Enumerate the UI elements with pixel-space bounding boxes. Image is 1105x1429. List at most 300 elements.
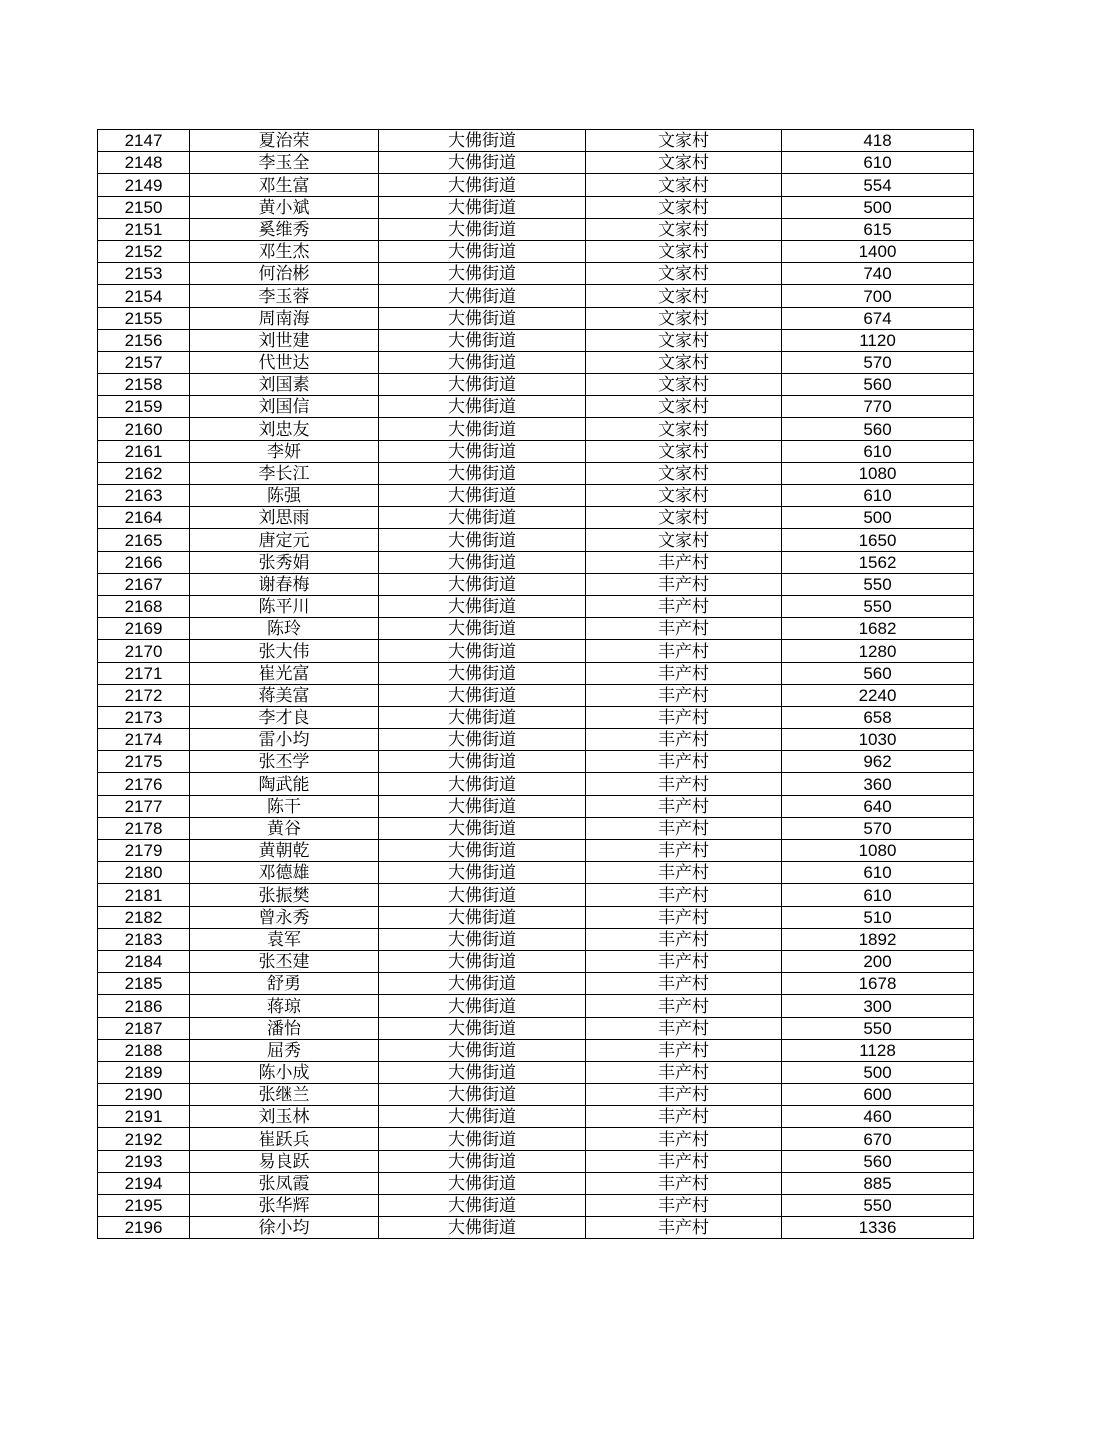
table-row xyxy=(98,928,974,950)
cell-amount: 1562 xyxy=(782,551,974,573)
cell-amount: 1682 xyxy=(782,618,974,640)
cell-number: 2151 xyxy=(98,218,190,240)
cell-village: 丰产村 xyxy=(586,1150,782,1172)
cell-amount: 560 xyxy=(782,418,974,440)
cell-name: 奚维秀 xyxy=(190,218,379,240)
table-row xyxy=(98,1084,974,1106)
table-row xyxy=(98,573,974,595)
cell-amount: 1892 xyxy=(782,928,974,950)
cell-amount: 550 xyxy=(782,1195,974,1217)
cell-name: 蒋美富 xyxy=(190,684,379,706)
cell-street: 大佛街道 xyxy=(379,551,586,573)
cell-number: 2173 xyxy=(98,706,190,728)
cell-amount: 610 xyxy=(782,884,974,906)
cell-number: 2191 xyxy=(98,1106,190,1128)
cell-name: 张华辉 xyxy=(190,1195,379,1217)
cell-number: 2179 xyxy=(98,840,190,862)
cell-street: 大佛街道 xyxy=(379,396,586,418)
cell-village: 文家村 xyxy=(586,396,782,418)
cell-number: 2177 xyxy=(98,795,190,817)
cell-number: 2167 xyxy=(98,573,190,595)
cell-street: 大佛街道 xyxy=(379,374,586,396)
cell-name: 张振樊 xyxy=(190,884,379,906)
table-row xyxy=(98,396,974,418)
cell-name: 刘国信 xyxy=(190,396,379,418)
cell-amount: 460 xyxy=(782,1106,974,1128)
cell-street: 大佛街道 xyxy=(379,751,586,773)
cell-name: 邓生杰 xyxy=(190,240,379,262)
table-body xyxy=(98,130,974,1239)
cell-amount: 418 xyxy=(782,130,974,152)
cell-street: 大佛街道 xyxy=(379,662,586,684)
table-row xyxy=(98,507,974,529)
cell-name: 李玉全 xyxy=(190,152,379,174)
cell-street: 大佛街道 xyxy=(379,706,586,728)
cell-number: 2175 xyxy=(98,751,190,773)
cell-amount: 1030 xyxy=(782,729,974,751)
cell-number: 2187 xyxy=(98,1017,190,1039)
cell-name: 刘国素 xyxy=(190,374,379,396)
cell-village: 丰产村 xyxy=(586,973,782,995)
cell-village: 丰产村 xyxy=(586,706,782,728)
cell-name: 何治彬 xyxy=(190,263,379,285)
cell-amount: 2240 xyxy=(782,684,974,706)
cell-name: 邓生富 xyxy=(190,174,379,196)
cell-street: 大佛街道 xyxy=(379,351,586,373)
cell-name: 唐定元 xyxy=(190,529,379,551)
table-row xyxy=(98,618,974,640)
cell-amount: 560 xyxy=(782,662,974,684)
cell-number: 2189 xyxy=(98,1061,190,1083)
cell-name: 陈玲 xyxy=(190,618,379,640)
cell-name: 李长江 xyxy=(190,462,379,484)
cell-amount: 510 xyxy=(782,906,974,928)
cell-number: 2193 xyxy=(98,1150,190,1172)
cell-street: 大佛街道 xyxy=(379,862,586,884)
cell-village: 丰产村 xyxy=(586,840,782,862)
cell-number: 2174 xyxy=(98,729,190,751)
cell-amount: 610 xyxy=(782,440,974,462)
cell-name: 李妍 xyxy=(190,440,379,462)
cell-number: 2176 xyxy=(98,773,190,795)
cell-amount: 1120 xyxy=(782,329,974,351)
cell-number: 2152 xyxy=(98,240,190,262)
cell-amount: 500 xyxy=(782,196,974,218)
cell-number: 2178 xyxy=(98,817,190,839)
cell-street: 大佛街道 xyxy=(379,196,586,218)
cell-name: 黄谷 xyxy=(190,817,379,839)
table-row xyxy=(98,773,974,795)
cell-number: 2170 xyxy=(98,640,190,662)
cell-street: 大佛街道 xyxy=(379,462,586,484)
cell-village: 文家村 xyxy=(586,507,782,529)
cell-street: 大佛街道 xyxy=(379,418,586,440)
cell-amount: 570 xyxy=(782,351,974,373)
table-row xyxy=(98,1217,974,1239)
cell-number: 2160 xyxy=(98,418,190,440)
cell-village: 丰产村 xyxy=(586,1039,782,1061)
table-row xyxy=(98,1128,974,1150)
cell-street: 大佛街道 xyxy=(379,1195,586,1217)
cell-number: 2180 xyxy=(98,862,190,884)
cell-name: 徐小均 xyxy=(190,1217,379,1239)
cell-amount: 1336 xyxy=(782,1217,974,1239)
cell-village: 文家村 xyxy=(586,329,782,351)
table-row xyxy=(98,817,974,839)
cell-name: 张秀娟 xyxy=(190,551,379,573)
cell-amount: 200 xyxy=(782,950,974,972)
cell-amount: 1080 xyxy=(782,840,974,862)
cell-name: 张丕建 xyxy=(190,950,379,972)
cell-number: 2186 xyxy=(98,995,190,1017)
cell-name: 陈强 xyxy=(190,485,379,507)
cell-name: 谢春梅 xyxy=(190,573,379,595)
cell-name: 张凤霞 xyxy=(190,1172,379,1194)
table-row xyxy=(98,751,974,773)
cell-number: 2156 xyxy=(98,329,190,351)
cell-number: 2164 xyxy=(98,507,190,529)
cell-street: 大佛街道 xyxy=(379,618,586,640)
table-row xyxy=(98,1017,974,1039)
table-row xyxy=(98,706,974,728)
table-row xyxy=(98,862,974,884)
cell-village: 文家村 xyxy=(586,152,782,174)
cell-village: 丰产村 xyxy=(586,662,782,684)
cell-amount: 1128 xyxy=(782,1039,974,1061)
cell-village: 文家村 xyxy=(586,374,782,396)
cell-number: 2196 xyxy=(98,1217,190,1239)
cell-village: 丰产村 xyxy=(586,995,782,1017)
cell-number: 2162 xyxy=(98,462,190,484)
cell-village: 丰产村 xyxy=(586,595,782,617)
cell-street: 大佛街道 xyxy=(379,595,586,617)
cell-street: 大佛街道 xyxy=(379,507,586,529)
cell-name: 周南海 xyxy=(190,307,379,329)
cell-number: 2157 xyxy=(98,351,190,373)
cell-name: 崔跃兵 xyxy=(190,1128,379,1150)
table-row xyxy=(98,130,974,152)
cell-name: 陶武能 xyxy=(190,773,379,795)
cell-village: 丰产村 xyxy=(586,773,782,795)
cell-street: 大佛街道 xyxy=(379,1039,586,1061)
cell-name: 袁军 xyxy=(190,928,379,950)
cell-village: 文家村 xyxy=(586,307,782,329)
table-row xyxy=(98,1172,974,1194)
cell-street: 大佛街道 xyxy=(379,307,586,329)
cell-street: 大佛街道 xyxy=(379,1217,586,1239)
cell-village: 丰产村 xyxy=(586,1084,782,1106)
cell-street: 大佛街道 xyxy=(379,950,586,972)
cell-amount: 640 xyxy=(782,795,974,817)
cell-street: 大佛街道 xyxy=(379,240,586,262)
cell-number: 2166 xyxy=(98,551,190,573)
cell-number: 2158 xyxy=(98,374,190,396)
table-row xyxy=(98,152,974,174)
table-row xyxy=(98,1150,974,1172)
cell-number: 2163 xyxy=(98,485,190,507)
cell-village: 丰产村 xyxy=(586,1195,782,1217)
cell-street: 大佛街道 xyxy=(379,840,586,862)
cell-village: 丰产村 xyxy=(586,751,782,773)
cell-name: 崔光富 xyxy=(190,662,379,684)
cell-village: 丰产村 xyxy=(586,1061,782,1083)
cell-amount: 674 xyxy=(782,307,974,329)
cell-name: 李才良 xyxy=(190,706,379,728)
cell-street: 大佛街道 xyxy=(379,1017,586,1039)
table-row xyxy=(98,374,974,396)
cell-number: 2190 xyxy=(98,1084,190,1106)
cell-name: 黄小斌 xyxy=(190,196,379,218)
table-row xyxy=(98,285,974,307)
cell-village: 文家村 xyxy=(586,418,782,440)
cell-village: 文家村 xyxy=(586,529,782,551)
cell-amount: 550 xyxy=(782,573,974,595)
cell-amount: 670 xyxy=(782,1128,974,1150)
cell-village: 丰产村 xyxy=(586,684,782,706)
cell-street: 大佛街道 xyxy=(379,440,586,462)
table-row xyxy=(98,729,974,751)
cell-number: 2188 xyxy=(98,1039,190,1061)
cell-amount: 1400 xyxy=(782,240,974,262)
table-row xyxy=(98,263,974,285)
cell-village: 丰产村 xyxy=(586,795,782,817)
cell-name: 曾永秀 xyxy=(190,906,379,928)
cell-street: 大佛街道 xyxy=(379,130,586,152)
cell-amount: 570 xyxy=(782,817,974,839)
cell-village: 丰产村 xyxy=(586,928,782,950)
cell-street: 大佛街道 xyxy=(379,817,586,839)
cell-village: 文家村 xyxy=(586,130,782,152)
cell-number: 2172 xyxy=(98,684,190,706)
table-row xyxy=(98,906,974,928)
cell-number: 2169 xyxy=(98,618,190,640)
cell-street: 大佛街道 xyxy=(379,995,586,1017)
cell-number: 2148 xyxy=(98,152,190,174)
cell-amount: 300 xyxy=(782,995,974,1017)
cell-number: 2168 xyxy=(98,595,190,617)
table-row xyxy=(98,973,974,995)
cell-street: 大佛街道 xyxy=(379,152,586,174)
table-row xyxy=(98,640,974,662)
cell-name: 陈干 xyxy=(190,795,379,817)
cell-street: 大佛街道 xyxy=(379,773,586,795)
table-row xyxy=(98,795,974,817)
cell-amount: 770 xyxy=(782,396,974,418)
cell-amount: 1080 xyxy=(782,462,974,484)
cell-amount: 500 xyxy=(782,507,974,529)
cell-amount: 1280 xyxy=(782,640,974,662)
cell-amount: 610 xyxy=(782,152,974,174)
cell-street: 大佛街道 xyxy=(379,884,586,906)
table-row xyxy=(98,1039,974,1061)
cell-number: 2182 xyxy=(98,906,190,928)
table-row xyxy=(98,418,974,440)
cell-amount: 1678 xyxy=(782,973,974,995)
table-row xyxy=(98,440,974,462)
cell-amount: 962 xyxy=(782,751,974,773)
cell-street: 大佛街道 xyxy=(379,174,586,196)
cell-number: 2192 xyxy=(98,1128,190,1150)
cell-number: 2183 xyxy=(98,928,190,950)
cell-village: 文家村 xyxy=(586,485,782,507)
cell-village: 丰产村 xyxy=(586,906,782,928)
cell-street: 大佛街道 xyxy=(379,1128,586,1150)
cell-number: 2147 xyxy=(98,130,190,152)
cell-amount: 658 xyxy=(782,706,974,728)
cell-village: 丰产村 xyxy=(586,950,782,972)
cell-number: 2181 xyxy=(98,884,190,906)
cell-amount: 500 xyxy=(782,1061,974,1083)
cell-amount: 554 xyxy=(782,174,974,196)
cell-village: 文家村 xyxy=(586,351,782,373)
cell-name: 雷小均 xyxy=(190,729,379,751)
cell-village: 文家村 xyxy=(586,218,782,240)
cell-village: 文家村 xyxy=(586,174,782,196)
cell-name: 陈平川 xyxy=(190,595,379,617)
cell-village: 丰产村 xyxy=(586,551,782,573)
cell-name: 刘世建 xyxy=(190,329,379,351)
cell-street: 大佛街道 xyxy=(379,263,586,285)
cell-number: 2195 xyxy=(98,1195,190,1217)
cell-amount: 610 xyxy=(782,485,974,507)
cell-village: 文家村 xyxy=(586,285,782,307)
cell-street: 大佛街道 xyxy=(379,973,586,995)
table-row xyxy=(98,595,974,617)
cell-street: 大佛街道 xyxy=(379,485,586,507)
cell-street: 大佛街道 xyxy=(379,795,586,817)
cell-village: 文家村 xyxy=(586,263,782,285)
cell-name: 屈秀 xyxy=(190,1039,379,1061)
cell-street: 大佛街道 xyxy=(379,729,586,751)
cell-amount: 550 xyxy=(782,1017,974,1039)
cell-name: 刘思雨 xyxy=(190,507,379,529)
table-row xyxy=(98,995,974,1017)
cell-village: 丰产村 xyxy=(586,573,782,595)
cell-number: 2194 xyxy=(98,1172,190,1194)
cell-village: 丰产村 xyxy=(586,1017,782,1039)
cell-village: 丰产村 xyxy=(586,1172,782,1194)
cell-amount: 610 xyxy=(782,862,974,884)
cell-village: 丰产村 xyxy=(586,884,782,906)
cell-street: 大佛街道 xyxy=(379,928,586,950)
cell-street: 大佛街道 xyxy=(379,329,586,351)
cell-village: 丰产村 xyxy=(586,1106,782,1128)
cell-village: 丰产村 xyxy=(586,1217,782,1239)
cell-name: 黄朝乾 xyxy=(190,840,379,862)
cell-village: 丰产村 xyxy=(586,817,782,839)
data-table xyxy=(97,129,974,1239)
cell-name: 代世达 xyxy=(190,351,379,373)
table-row xyxy=(98,485,974,507)
cell-number: 2149 xyxy=(98,174,190,196)
cell-street: 大佛街道 xyxy=(379,1061,586,1083)
cell-name: 张大伟 xyxy=(190,640,379,662)
cell-name: 张丕学 xyxy=(190,751,379,773)
cell-street: 大佛街道 xyxy=(379,573,586,595)
cell-street: 大佛街道 xyxy=(379,285,586,307)
table-row xyxy=(98,551,974,573)
cell-village: 丰产村 xyxy=(586,1128,782,1150)
cell-number: 2159 xyxy=(98,396,190,418)
cell-name: 舒勇 xyxy=(190,973,379,995)
cell-street: 大佛街道 xyxy=(379,1172,586,1194)
cell-amount: 600 xyxy=(782,1084,974,1106)
cell-number: 2150 xyxy=(98,196,190,218)
table-row xyxy=(98,662,974,684)
cell-village: 丰产村 xyxy=(586,862,782,884)
cell-name: 刘忠友 xyxy=(190,418,379,440)
cell-amount: 550 xyxy=(782,595,974,617)
table-row xyxy=(98,1061,974,1083)
cell-amount: 885 xyxy=(782,1172,974,1194)
cell-name: 蒋琼 xyxy=(190,995,379,1017)
table-row xyxy=(98,218,974,240)
cell-number: 2165 xyxy=(98,529,190,551)
cell-amount: 740 xyxy=(782,263,974,285)
cell-village: 文家村 xyxy=(586,440,782,462)
table-row xyxy=(98,240,974,262)
table-row xyxy=(98,1106,974,1128)
table-row xyxy=(98,462,974,484)
table-row xyxy=(98,529,974,551)
cell-street: 大佛街道 xyxy=(379,906,586,928)
cell-village: 文家村 xyxy=(586,240,782,262)
cell-name: 易良跃 xyxy=(190,1150,379,1172)
cell-amount: 360 xyxy=(782,773,974,795)
table-row xyxy=(98,196,974,218)
cell-name: 李玉蓉 xyxy=(190,285,379,307)
table-row xyxy=(98,1195,974,1217)
cell-village: 丰产村 xyxy=(586,729,782,751)
cell-street: 大佛街道 xyxy=(379,529,586,551)
cell-name: 潘怡 xyxy=(190,1017,379,1039)
cell-street: 大佛街道 xyxy=(379,1084,586,1106)
cell-amount: 560 xyxy=(782,374,974,396)
table-row xyxy=(98,351,974,373)
cell-amount: 700 xyxy=(782,285,974,307)
cell-number: 2171 xyxy=(98,662,190,684)
table-row xyxy=(98,884,974,906)
cell-street: 大佛街道 xyxy=(379,1106,586,1128)
cell-name: 陈小成 xyxy=(190,1061,379,1083)
cell-number: 2161 xyxy=(98,440,190,462)
cell-number: 2185 xyxy=(98,973,190,995)
cell-number: 2184 xyxy=(98,950,190,972)
data-sheet xyxy=(97,129,974,1239)
cell-village: 丰产村 xyxy=(586,618,782,640)
table-row xyxy=(98,174,974,196)
table-row xyxy=(98,307,974,329)
table-row xyxy=(98,840,974,862)
cell-amount: 560 xyxy=(782,1150,974,1172)
cell-name: 张继兰 xyxy=(190,1084,379,1106)
cell-amount: 1650 xyxy=(782,529,974,551)
cell-name: 刘玉林 xyxy=(190,1106,379,1128)
table-row xyxy=(98,684,974,706)
cell-village: 文家村 xyxy=(586,462,782,484)
table-row xyxy=(98,950,974,972)
cell-street: 大佛街道 xyxy=(379,218,586,240)
cell-name: 夏治荣 xyxy=(190,130,379,152)
cell-name: 邓德雄 xyxy=(190,862,379,884)
cell-amount: 615 xyxy=(782,218,974,240)
cell-street: 大佛街道 xyxy=(379,684,586,706)
table-row xyxy=(98,329,974,351)
cell-street: 大佛街道 xyxy=(379,1150,586,1172)
cell-number: 2155 xyxy=(98,307,190,329)
cell-number: 2154 xyxy=(98,285,190,307)
cell-village: 丰产村 xyxy=(586,640,782,662)
